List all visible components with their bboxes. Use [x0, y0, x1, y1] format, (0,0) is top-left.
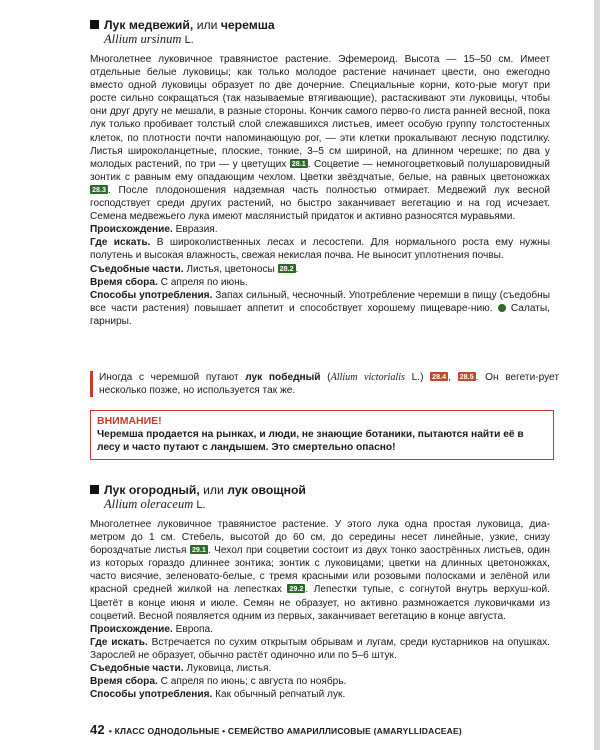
page-edge-tab: [594, 0, 600, 750]
section-field-garlic: [90, 483, 550, 701]
origin-line: Происхождение. Европа.: [90, 623, 213, 635]
figure-badge: 29.1: [191, 545, 206, 555]
page-number: 42: [90, 722, 105, 737]
figure-badge: 28.1: [291, 158, 306, 168]
warning-text: Черемша продается на рынках, и люди, не знающие ботаники, пытаются найти её в лесу и часто путают с ландышем. Это смертельно опасно!: [97, 429, 524, 454]
origin-line: Происхождение. Евразия.: [90, 224, 218, 236]
figure-badge: 29.2: [289, 584, 304, 594]
where-line: Где искать. Встречается по сухим открытым обрывам и лугам, среди кустарников на опушках. Зарослей не образует, обычно растёт одиночно или по 5–6 штук.: [90, 636, 550, 661]
callout-note: [90, 371, 559, 397]
description-paragraph: Многолетнее луковичное травянистое растение. У этого лука одна простая луковица, диа-метром до 1 см. Стебель, высотой до 60 см, до середины несет линейные, узкие, снизу бороздчатые листья 29.1 . Чехол при соцветии состоит из двух тонко заострённых листьев, один из которых гораздо длиннее зонтика; зонтик с луковицами; цветки на длинных цветоножках, часто висячие, зеленовато-белые, с тремя красными или розовыми полосками и зелёной или красной средней жилкой на лепестках 29.2 . Лепестки тупые, с согнутой внутрь верхуш-кой. Цветёт в конце июня и июле. Семян не образует, но активно размножается луковичками из соцветий. Весной появляется одним из первых, заканчивает вегетацию в конце августа.: [90, 519, 550, 622]
edible-line: Съедобные части. Листья, цветоносы 28.2 .: [90, 263, 299, 275]
figure-badge: 28.4: [432, 372, 447, 381]
figure-badge: 28.3: [92, 184, 106, 194]
section-title: Лук медвежий, или черемша: [90, 18, 550, 32]
section-bear-onion: [90, 18, 550, 328]
time-line: Время сбора. С апреля по июнь; с августа по ноябрь.: [90, 676, 347, 688]
description-paragraph: Многолетнее луковичное травянистое растение. Эфемероид. Высота — 15–50 см. Имеет отдельные белые луковицы; как только молодое растение начинает цвести, оно ежегодно вместо одной луковицы образует по две дочерние. Специальные корни, кото-рые могут при росте сильно сокращаться (так называемые втягивающие), растаскивают эти луковицы, чтобы они друг другу не мешали, в разные стороны. Кончик самого перво-го листа ранней весной, пока лук только пробивает толстый слой слежавшихся листьев, имеет особую группу толстостенных клеток, по плотности почти напоминающую рог, — эти клетки прокалывают лесную подстилку. Листья широколанцетные, плоские, тонкие, 3–5 см шириной, на длинном черешке; по два у молодых растений, по три — у цветущих 28.1 . Соцветие — немногоцветковый полушаровидный зонтик с равным ему опадающим чехлом. Цветки звёздчатые, белые, на равных цветоножках 28.3 . После плодоношения надземная часть полностью отмирает. Медвежий лук весной господствует среди других растений, но быстро заканчивает вегетацию и на год исчезает. Семена медвежьего лука имеют маслянистый придаток и активно разносятся муравьями.: [90, 54, 550, 223]
leaf-icon: [498, 304, 506, 312]
use-line: Способы употребления. Как обычный репчатый лук.: [90, 689, 346, 701]
where-line: Где искать. В широколиственных лесах и лесостепи. Для нормального роста ему нужны полутень и высокая влажность, свежая некислая почва. Не выносит уплотнения почвы.: [90, 237, 550, 262]
latin-name: Allium ursinum L.: [104, 32, 194, 46]
warning-box: [90, 410, 554, 460]
square-bullet-icon: [90, 20, 99, 29]
latin-name: Allium oleraceum L.: [104, 497, 206, 511]
edible-line: Съедобные части. Луковица, листья.: [90, 663, 272, 675]
warning-title: ВНИМАНИЕ!: [97, 415, 162, 427]
figure-badge: 28.2: [279, 263, 294, 273]
figure-badge: 28.5: [459, 372, 474, 381]
use-line: Способы употребления. Запах сильный, чесночный. Употребление черемши в пищу (съедобны все части растения) повышает аппетит и способствует хорошему пищеваре-нию. Салаты, гарниры.: [90, 289, 550, 327]
callout-text: Иногда с черемшой путают лук победный (Allium victorialis L.) 28.4 , 28.5 . Он вегети-рует несколько позже, но используется так же.: [99, 372, 559, 397]
section-title: Лук огородный, или лук овощной: [90, 483, 550, 497]
running-footer-text: • КЛАСС ОДНОДОЛЬНЫЕ • СЕМЕЙСТВО АМАРИЛЛИСОВЫЕ (AMARYLLIDACEAE): [108, 726, 462, 736]
square-bullet-icon: [90, 485, 99, 494]
time-line: Время сбора. С апреля по июнь.: [90, 276, 248, 288]
page-footer: [90, 722, 462, 737]
